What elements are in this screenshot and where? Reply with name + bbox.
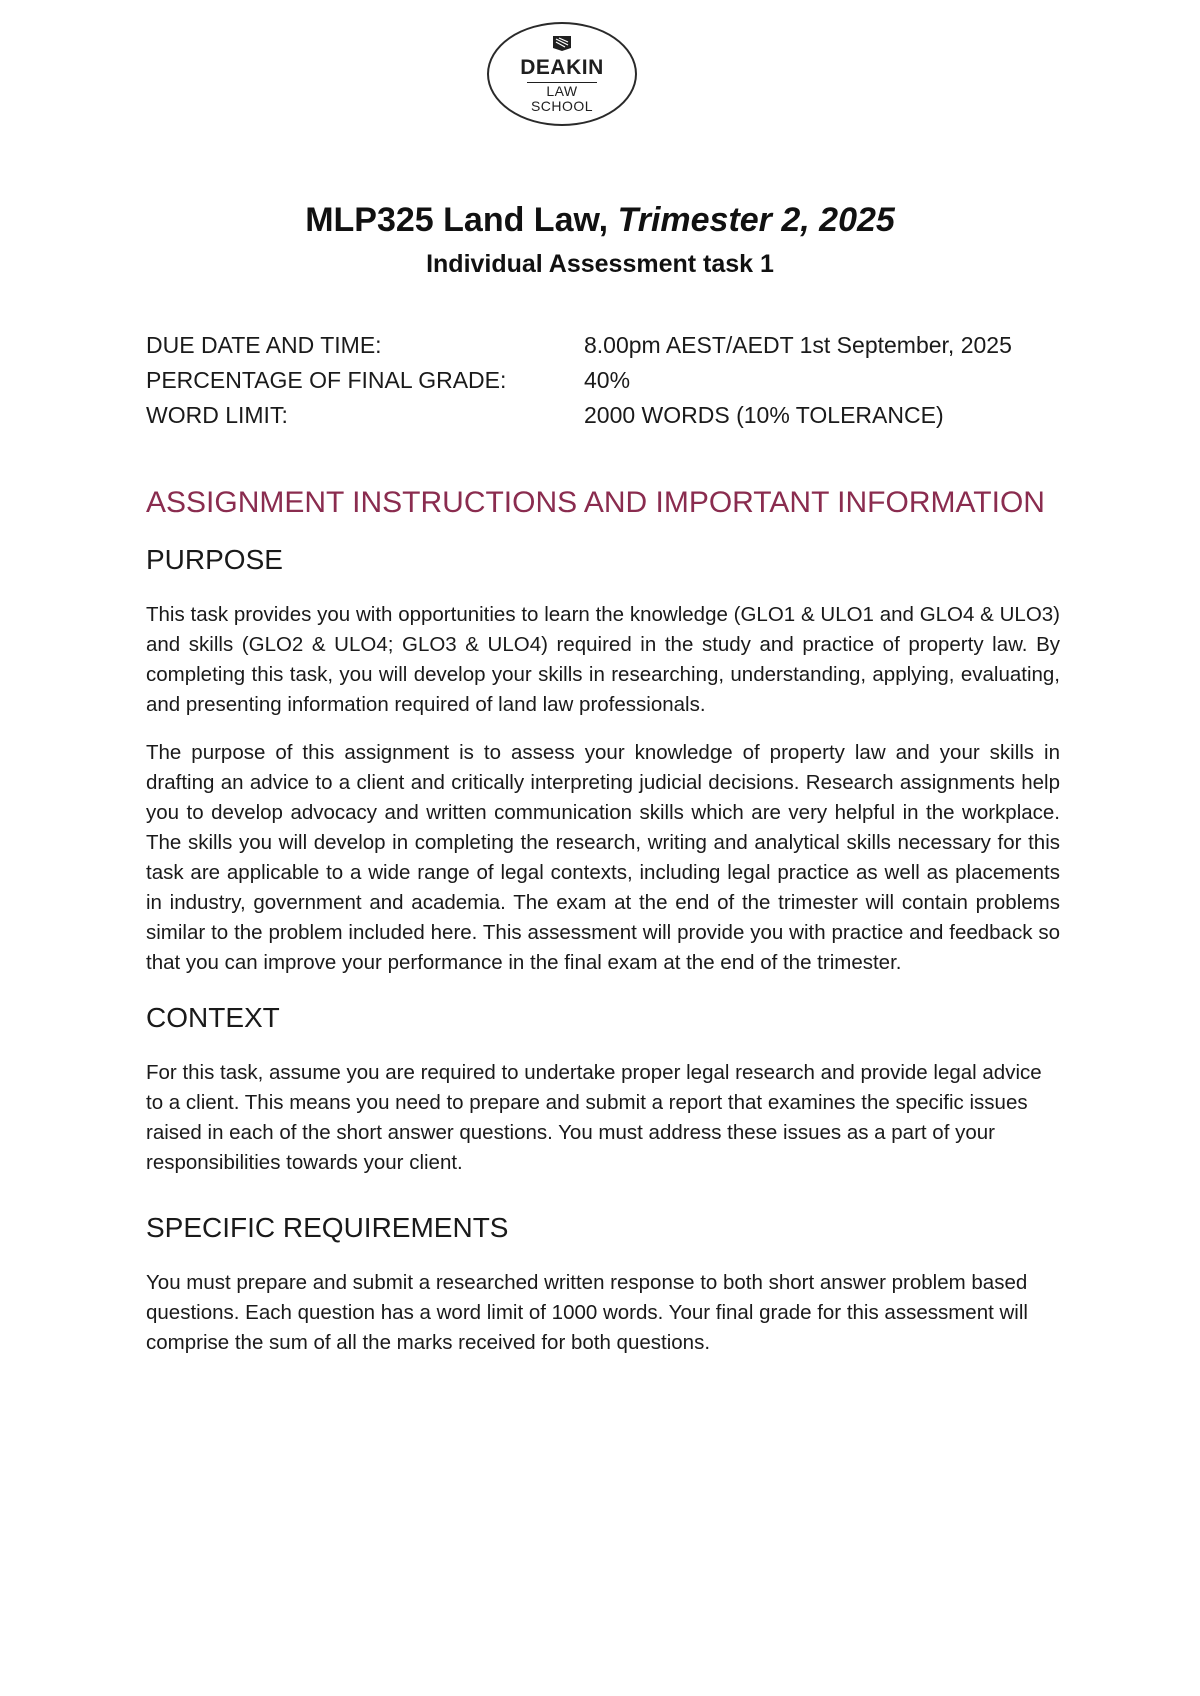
title-main: MLP325 Land Law, [305,201,618,239]
context-heading: CONTEXT [146,1002,280,1033]
spacer [146,1196,1060,1210]
context-paragraph: For this task, assume you are required to undertake proper legal research and provide legal advice to a client. This means you need to prepare and submit a report that examines the specific issues raised in each of the short answer questions. You must address these issues as a part of your responsibilities towards your client. [146,1061,1042,1174]
info-value: 2000 WORDS (10% TOLERANCE) [584,402,944,428]
title-italic: Trimester 2, 2025 [617,201,895,239]
logo-subtitle [489,84,635,113]
info-row-word-limit [146,398,1066,433]
info-label: WORD LIMIT: [146,402,288,428]
main-heading: ASSIGNMENT INSTRUCTIONS AND IMPORTANT INFORMATION [146,486,1045,519]
info-label: PERCENTAGE OF FINAL GRADE: [146,367,507,393]
deakin-crest-icon [551,34,573,52]
info-value: 8.00pm AEST/AEDT 1st September, 2025 [584,332,1012,358]
logo-sub-line1: LAW [546,83,578,99]
purpose-paragraph-2: The purpose of this assignment is to assess your knowledge of property law and your skills in drafting an advice to a client and critically interpreting judicial decisions. Research assignments help you to develop advocacy and written communication skills which are very helpful in the workplace. The skills you will develop in completing the research, writing and analytical skills necessary for this task are applicable to a wide range of legal contexts, including legal practice as well as placements in industry, government and academia. The exam at the end of the trimester will contain problems similar to the problem included here. This assessment will provide you with practice and feedback so that you can improve your performance in the final exam at the end of the trimester. [146,741,1060,974]
logo-wordmark: DEAKIN [520,56,604,79]
requirements-paragraph: You must prepare and submit a researched written response to both short answer problem based questions. Each question has a word limit of 1000 words. Your final grade for this assessment will comprise the sum of all the marks received for both questions. [146,1271,1028,1354]
document-title [0,200,1200,241]
document-subtitle: Individual Assessment task 1 [426,250,774,278]
logo-sub-line2: SCHOOL [530,97,594,114]
deakin-law-school-logo [487,22,637,126]
document-body [146,480,1060,1376]
info-value: 40% [584,367,631,393]
purpose-paragraph-1: This task provides you with opportunities to learn the knowledge (GLO1 & ULO1 and GLO4 & ULO3) and skills (GLO2 & ULO4; GLO3 & ULO4) required in the study and practice of property law. By completing this task, you will develop your skills in researching, understanding, applying, evaluating, and presenting information required of land law professionals. [146,603,1060,716]
purpose-heading: PURPOSE [146,544,283,575]
info-row-percentage [146,363,1066,398]
assessment-info-table [146,328,1066,433]
info-row-due-date [146,328,1066,363]
info-label: DUE DATE AND TIME: [146,332,382,358]
requirements-heading: SPECIFIC REQUIREMENTS [146,1212,509,1243]
